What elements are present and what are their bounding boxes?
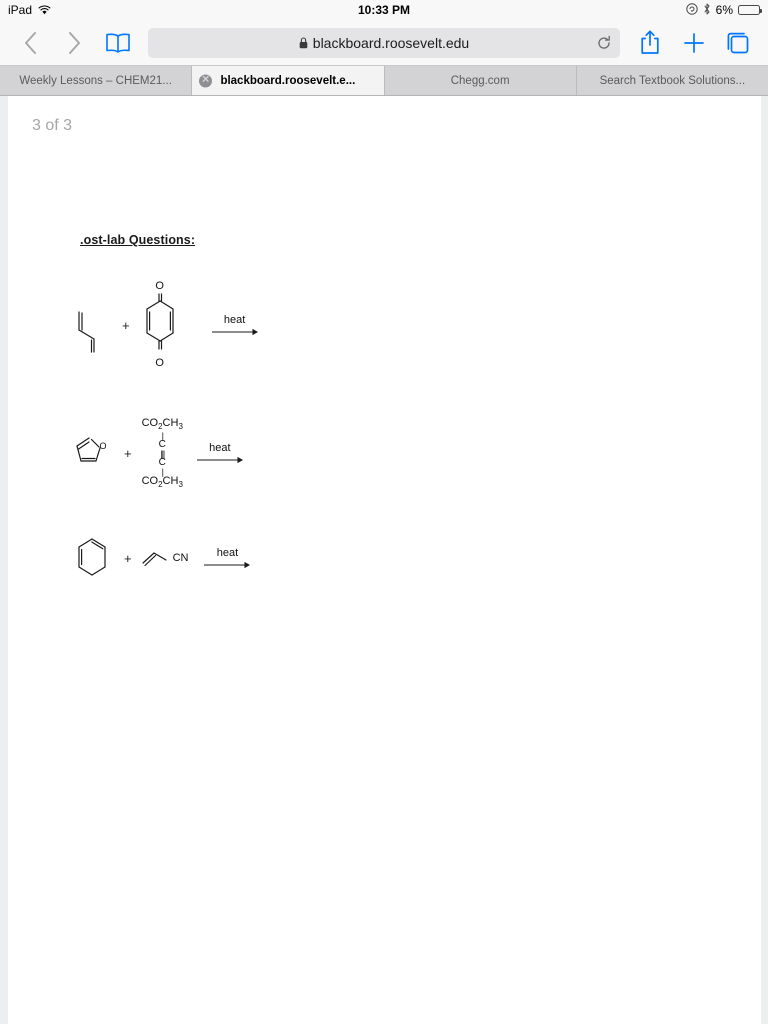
- tab-label: Chegg.com: [450, 74, 510, 87]
- plus-icon[interactable]: [674, 23, 714, 63]
- device-label: iPad: [8, 3, 33, 17]
- tab-weekly-lessons[interactable]: [0, 66, 192, 95]
- tab-search-textbook-solutions[interactable]: [577, 66, 768, 95]
- page-title-prefix: .: [80, 233, 84, 247]
- reaction-3: [72, 536, 250, 580]
- status-bar-right: [686, 3, 760, 18]
- arrow-label: heat: [223, 313, 246, 326]
- reload-icon[interactable]: [596, 28, 612, 58]
- pdf-page: [8, 96, 761, 1024]
- lock-icon: [299, 37, 308, 49]
- arrow-label: heat: [209, 442, 231, 455]
- bluetooth-icon: [703, 3, 711, 18]
- reaction-1: [72, 281, 258, 369]
- tabs-icon[interactable]: [718, 23, 758, 63]
- tab-bar: [0, 66, 768, 96]
- tab-label: Search Textbook Solutions...: [599, 74, 746, 87]
- page-title: [80, 233, 195, 247]
- plus-sign-3: +: [124, 550, 132, 566]
- book-icon[interactable]: [98, 23, 138, 63]
- reaction-2: [72, 418, 243, 490]
- wifi-icon: [38, 5, 51, 15]
- tab-blackboard[interactable]: [192, 66, 384, 95]
- rotation-lock-icon: [686, 3, 698, 18]
- tab-chegg[interactable]: [385, 66, 577, 95]
- url-bar[interactable]: [148, 28, 620, 58]
- reaction-arrow-3: [204, 547, 250, 570]
- pdf-viewer[interactable]: [0, 96, 768, 1024]
- structure-cyclohexadiene: [72, 536, 114, 580]
- acetylene-chain: | C ||| C |: [158, 430, 166, 477]
- structure-benzoquinone: [140, 281, 180, 369]
- battery-icon: [738, 5, 760, 15]
- tab-label: Weekly Lessons – CHEM21...: [19, 74, 172, 87]
- viewer-gutter-right: [761, 96, 768, 1024]
- back-button[interactable]: [10, 23, 50, 63]
- structure-acrylonitrile: [142, 547, 189, 569]
- reaction-arrow-2: [197, 442, 243, 465]
- url-text: blackboard.roosevelt.edu: [312, 34, 470, 51]
- oxygen-label-top: O: [155, 280, 164, 292]
- page-indicator: 3 of 3: [32, 117, 73, 134]
- status-bar: [0, 0, 768, 20]
- close-icon[interactable]: ✕: [199, 74, 212, 87]
- share-icon[interactable]: [630, 23, 670, 63]
- page-title-text: ost-lab Questions:: [83, 233, 196, 247]
- oxygen-label: O: [99, 440, 107, 451]
- status-bar-clock: 10:33 PM: [357, 3, 411, 17]
- plus-sign-1: +: [122, 317, 130, 333]
- forward-button[interactable]: [54, 23, 94, 63]
- structure-butadiene: [72, 297, 112, 353]
- oxygen-label-bottom: O: [155, 357, 164, 369]
- structure-dmad: [142, 418, 183, 490]
- nitrile-label: CN: [172, 552, 189, 564]
- arrow-label: heat: [216, 546, 239, 559]
- reaction-arrow-1: [212, 314, 258, 337]
- plus-sign-2: +: [124, 446, 132, 462]
- ester-label-top: $CO_2CH_3$: [141, 417, 183, 432]
- viewer-gutter-left: [0, 96, 8, 1024]
- status-bar-left: [8, 3, 51, 17]
- structure-furan: [72, 435, 114, 473]
- battery-percent-label: 6%: [715, 3, 733, 17]
- tab-label: blackboard.roosevelt.e...: [220, 74, 356, 87]
- ester-label-bottom: $CO_2CH_3$: [141, 475, 183, 490]
- browser-toolbar: [0, 20, 768, 66]
